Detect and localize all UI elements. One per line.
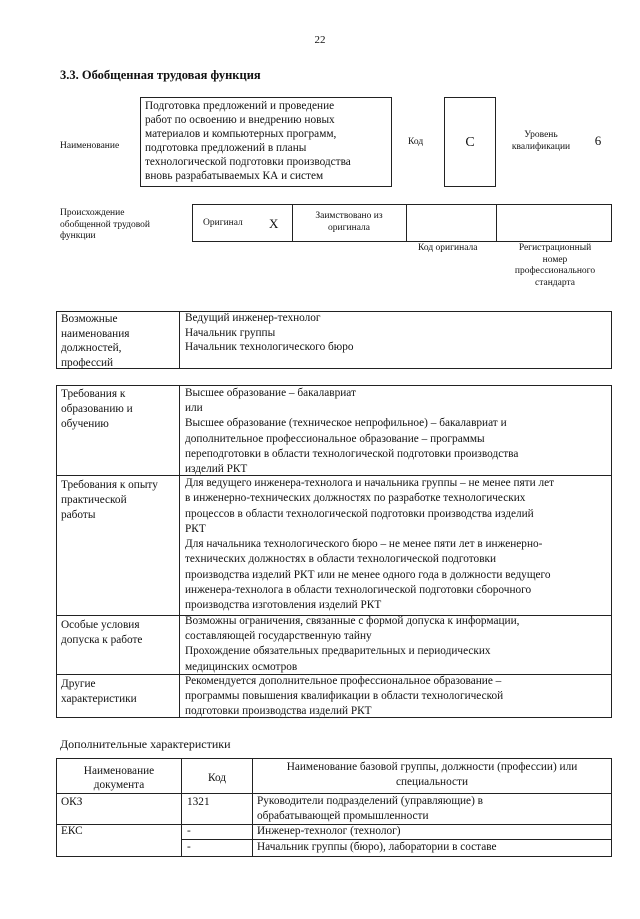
additional-title: Дополнительные характеристики [60,737,231,751]
req-special-label: Особые условия допуска к работе [61,619,143,647]
original-mark: X [269,216,279,231]
add-row-eks-doc: ЕКС [61,825,83,837]
add-header-doc: Наименование документа [83,765,155,791]
borrowed-label: Заимствовано из оригинала [315,211,383,233]
add-row-eks-code: - [187,825,191,837]
add-row-okz-code: 1321 [187,796,210,808]
add-header-code: Код [207,772,227,784]
req-experience-value: Для ведущего инженера-технолога и начальника группы – не менее пяти лет в инженерно-технических должностях по разработке технологических процессов в области технологической подготовки производства изделий РКТ Для начальника технологического бюро – не менее пяти лет в инженерно- технических должностях в области технологической подготовки производства изделий РКТ или не менее одного года в должности ведущего инженера-технолога в области технологической подготовки сборочного производства изготовления изделий РКТ [185,477,555,612]
req-special-value: Возможны ограничения, связанные с формой допуска к информации, составляющей государственную тайну Прохождение обязательных предварительных и периодических медицинских осмотров [185,615,520,673]
add-header-name: Наименование базовой группы, должности (профессии) или специальности [286,761,578,788]
req-education-value: Высшее образование – бакалавриат или Высшее образование (техническое непрофильное) – бакалавриат и дополнительное профессиональное образование – программы переподготовки в области технологической подготовки производства изделий РКТ [185,387,519,476]
page-number: 22 [314,34,326,46]
origin-label: Происхождение обобщенной трудовой функции [60,208,150,241]
add-row-okz-doc: ОКЗ [61,796,83,808]
positions-value: Ведущий инженер-технолог Начальник группы Начальник технологического бюро [185,312,354,353]
add-row-eks-name: Инженер-технолог (технолог) [257,825,401,837]
level-value: 6 [594,133,602,148]
name-label: Наименование [60,141,120,151]
code-value: С [444,97,496,187]
origin-code-caption: Код оригинала [418,243,478,253]
positions-table [56,311,612,369]
positions-label: Возможные наименования должностей, профессий [61,313,130,369]
add-row-3-name: Начальник группы (бюро), лаборатории в составе [257,841,497,853]
code-label: Код [408,137,424,147]
req-education-label: Требования к образованию и обучению [61,388,133,431]
original-label: Оригинал [203,218,243,228]
req-other-value: Рекомендуется дополнительное профессиональное образование – программы повышения квалификации в области технологической подготовки производства изделий РКТ [185,675,504,717]
name-value: Подготовка предложений и проведение работ по освоению и внедрению новых материалов и компьютерных программ, подготовка предложений в планы технологической подготовки производства вновь разрабатываемых КА и систем [140,97,392,187]
add-row-3-code: - [187,841,191,853]
level-label: Уровень квалификации [511,130,571,152]
req-experience-label: Требования к опыту практической работы [61,479,158,522]
section-title: 3.3. Обобщенная трудовая функция [60,68,261,82]
additional-table [56,758,612,857]
add-row-okz-name: Руководители подразделений (управляющие) в обрабатывающей промышленности [257,795,483,822]
req-other-label: Другие характеристики [61,678,137,706]
reg-number-caption: Регистрационный номер профессионального стандарта [514,243,596,288]
requirements-table [56,385,612,718]
origin-table [192,204,612,242]
